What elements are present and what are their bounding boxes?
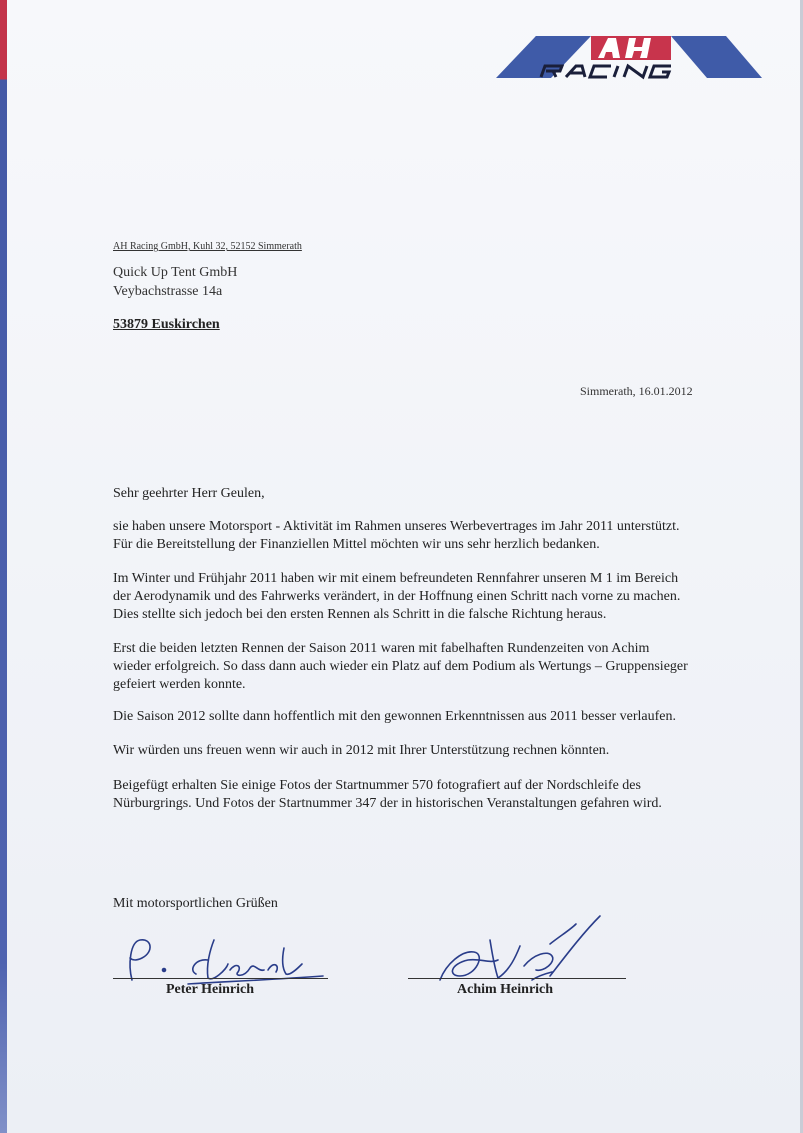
letter-date: Simmerath, 16.01.2012 [580, 384, 693, 398]
body-paragraph-2 [113, 570, 753, 624]
body-line: der Aerodynamik und des Fahrwerks verändert, in der Hoffnung einen Schritt nach vorne zu machen. [113, 589, 681, 604]
signer-name-2: Achim Heinrich [457, 982, 554, 997]
body-line: Nürburgrings. Und Fotos der Startnummer 347 der in historischen Veranstaltungen gefahren wird. [113, 796, 662, 811]
body-line: Dies stellte sich jedoch bei den ersten Rennen als Schritt in die falsche Richtung heraus. [113, 607, 607, 622]
body-line: Die Saison 2012 sollte dann hoffentlich mit den gewonnen Erkenntnissen aus 2011 besser verlaufen. [113, 709, 676, 724]
recipient-city: 53879 Euskirchen [113, 317, 220, 332]
page-edge-strip [0, 0, 7, 1133]
body-line: Beigefügt erhalten Sie einige Fotos der Startnummer 570 fotografiert auf der Nordschleife des [113, 778, 641, 793]
sender-address-line: AH Racing GmbH, Kuhl 32, 52152 Simmerath [113, 241, 302, 252]
body-line: Für die Bereitstellung der Finanziellen Mittel möchten wir uns sehr herzlich bedanken. [113, 537, 600, 552]
signature-line-1 [113, 978, 328, 979]
recipient-street: Veybachstrasse 14a [113, 284, 223, 299]
body-paragraph-3 [113, 640, 753, 694]
signer-name-1: Peter Heinrich [166, 982, 254, 997]
body-paragraph-5 [113, 742, 753, 760]
recipient-company: Quick Up Tent GmbH [113, 265, 238, 280]
ah-racing-logo [496, 30, 762, 82]
signature-peter-heinrich [118, 930, 328, 985]
closing-phrase: Mit motorsportlichen Grüßen [113, 896, 278, 911]
signature-line-2 [408, 978, 626, 979]
body-paragraph-6 [113, 777, 753, 813]
body-line: Wir würden uns freuen wenn wir auch in 2012 mit Ihrer Unterstützung rechnen könnten. [113, 743, 610, 758]
body-line: sie haben unsere Motorsport - Aktivität im Rahmen unseres Werbevertrages im Jahr 2011 unterstützt. [113, 519, 680, 534]
body-line: Erst die beiden letzten Rennen der Saison 2011 waren mit fabelhaften Rundenzeiten von Achim [113, 641, 650, 656]
body-line: gefeiert werden konnte. [113, 677, 246, 692]
body-paragraph-1 [113, 518, 753, 554]
body-paragraph-4 [113, 708, 753, 726]
salutation: Sehr geehrter Herr Geulen, [113, 486, 265, 501]
body-line: wieder erfolgreich. So dass dann auch wieder ein Platz auf dem Podium als Wertungs – Gruppensieger [113, 659, 688, 674]
body-line: Im Winter und Frühjahr 2011 haben wir mit einem befreundeten Rennfahrer unseren M 1 im Bereich [113, 571, 679, 586]
